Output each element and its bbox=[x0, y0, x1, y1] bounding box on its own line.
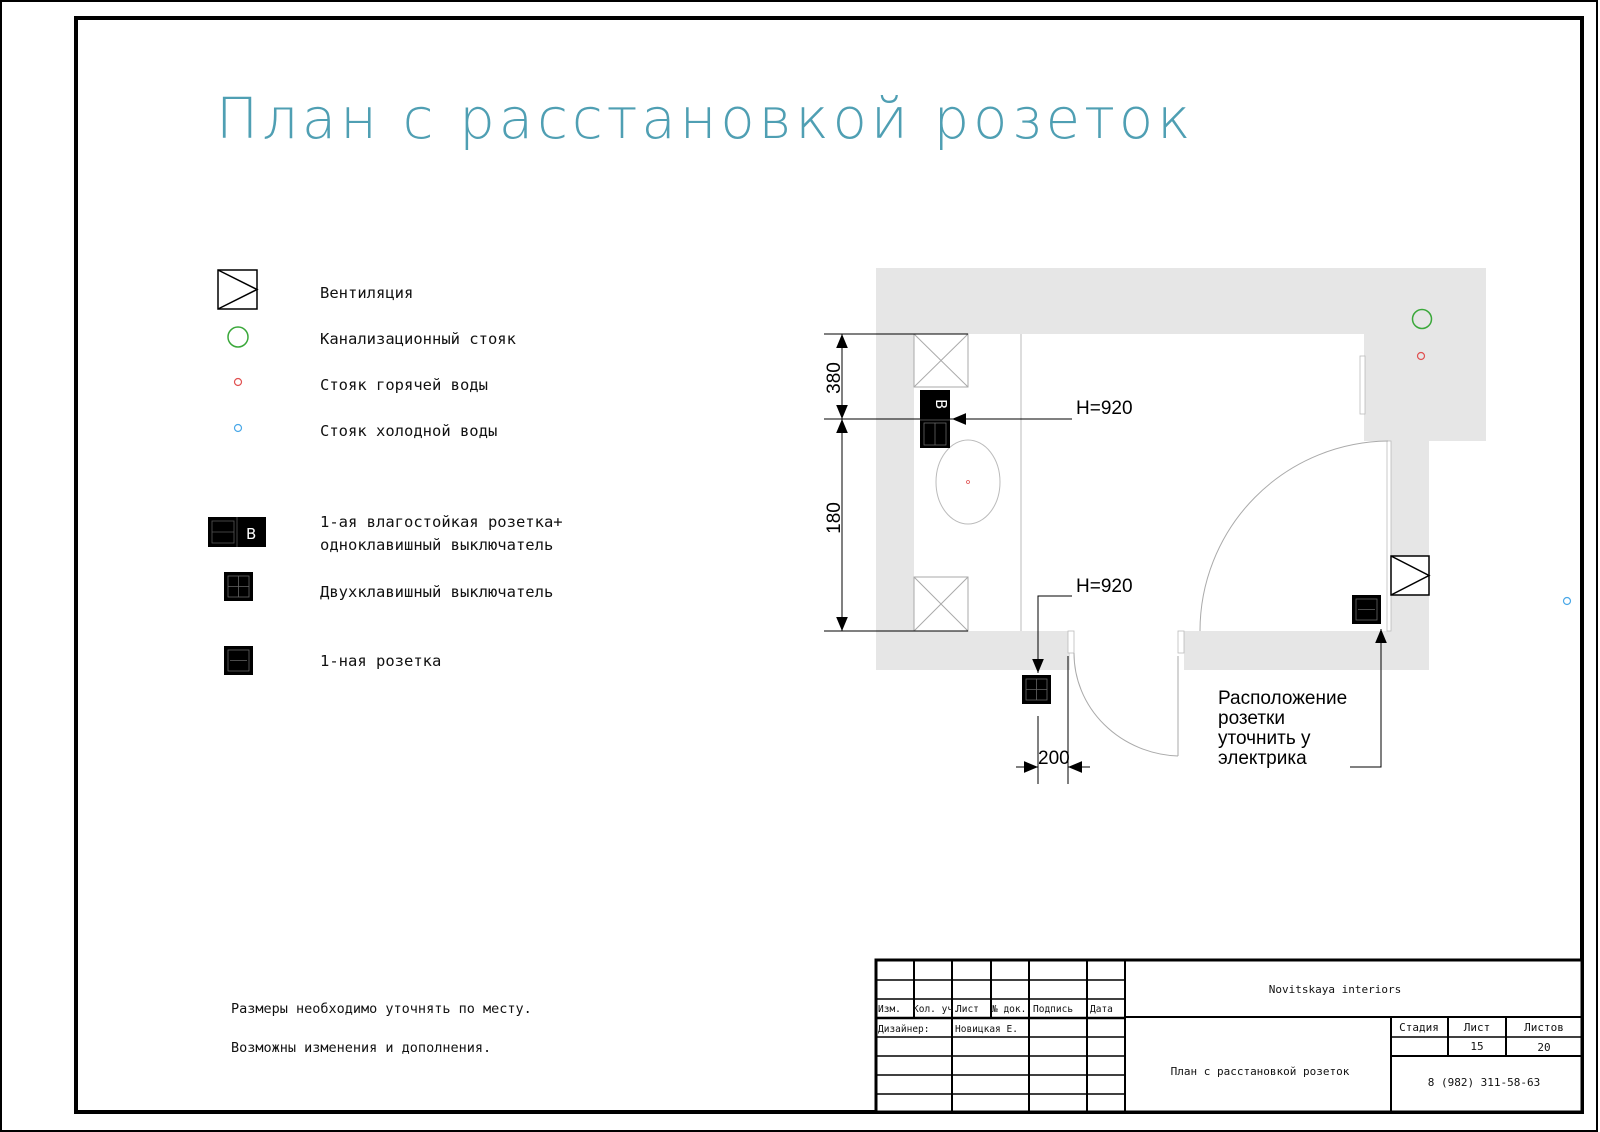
legend-label-sewer: Канализационный стояк bbox=[320, 330, 516, 348]
tb-col-izm: Изм. bbox=[878, 1004, 901, 1015]
label-h920-top: H=920 bbox=[1076, 398, 1133, 419]
cabinet-top bbox=[914, 334, 968, 387]
tb-designer-label: Дизайнер: bbox=[878, 1024, 930, 1035]
legend-socket-badge: В bbox=[246, 525, 257, 543]
waterproof-socket-switch-icon bbox=[208, 517, 266, 547]
ventilation-icon bbox=[218, 270, 257, 309]
note-changes: Возможны изменения и дополнения. bbox=[231, 1040, 492, 1056]
note-line3: уточнить у bbox=[1218, 728, 1311, 749]
tb-sheets-label: Листов bbox=[1524, 1021, 1564, 1034]
tb-col-sign: Подпись bbox=[1033, 1004, 1074, 1015]
legend-label-cold-water: Стояк холодной воды bbox=[320, 422, 498, 440]
tb-company: Novitskaya interiors bbox=[1268, 983, 1402, 996]
legend-label-ventilation: Вентиляция bbox=[320, 284, 414, 302]
ventilation-icon bbox=[1391, 556, 1429, 595]
dim-180: 180 bbox=[824, 502, 845, 534]
door-bottom bbox=[1068, 631, 1184, 756]
tb-phone: 8 (982) 311-58-63 bbox=[1427, 1076, 1541, 1089]
legend-label-hot-water: Стояк горячей воды bbox=[320, 376, 488, 394]
cold-water-riser-icon bbox=[1564, 598, 1571, 605]
double-switch-icon bbox=[1022, 675, 1051, 704]
tb-col-doc: № док. bbox=[992, 1004, 1027, 1015]
hot-water-riser-icon bbox=[235, 379, 242, 386]
note-line1: Расположение bbox=[1218, 688, 1348, 709]
legend bbox=[208, 270, 563, 675]
tb-stage-label: Стадия bbox=[1399, 1021, 1439, 1034]
tb-sheet-title: План с расстановкой розеток bbox=[1170, 1065, 1350, 1078]
cabinet-bottom bbox=[914, 577, 968, 631]
single-socket-icon bbox=[1352, 595, 1381, 624]
dim-200: 200 bbox=[1038, 748, 1070, 769]
cold-water-riser-icon bbox=[235, 425, 242, 432]
wall-niche bbox=[1360, 356, 1365, 414]
legend-label-double-switch: Двухклавишный выключатель bbox=[320, 583, 554, 601]
sewer-riser-icon bbox=[228, 327, 248, 347]
note-line4: электрика bbox=[1218, 748, 1307, 769]
drawing-frame bbox=[76, 18, 1582, 1112]
tb-col-kol: Кол. уч. bbox=[913, 1004, 959, 1015]
tb-col-date: Дата bbox=[1090, 1004, 1113, 1015]
note-line2: розетки bbox=[1218, 708, 1285, 729]
legend-label-waterproof-line2: одноклавишный выключатель bbox=[320, 536, 554, 554]
floor-plan bbox=[824, 268, 1571, 784]
note-dimensions: Размеры необходимо уточнять по месту. bbox=[231, 1001, 532, 1017]
title-block bbox=[876, 960, 1582, 1112]
tb-designer-name: Новицкая Е. bbox=[955, 1024, 1018, 1035]
legend-label-single-socket: 1-ная розетка bbox=[320, 652, 442, 670]
single-socket-icon bbox=[224, 646, 253, 675]
sink bbox=[936, 440, 1000, 524]
plan-socket-badge: В bbox=[932, 399, 950, 410]
tb-sheet-value: 15 bbox=[1470, 1040, 1484, 1053]
dim-380: 380 bbox=[824, 362, 845, 394]
page-title: План с расстановкой розеток bbox=[216, 87, 1195, 152]
tb-sheet-label: Лист bbox=[1463, 1021, 1491, 1034]
legend-label-waterproof-line1: 1-ая влагостойкая розетка+ bbox=[320, 513, 563, 531]
tb-sheets-value: 20 bbox=[1537, 1041, 1551, 1054]
double-switch-icon bbox=[224, 572, 253, 601]
label-h920-bottom: H=920 bbox=[1076, 576, 1133, 597]
tb-col-list: Лист bbox=[956, 1004, 979, 1015]
